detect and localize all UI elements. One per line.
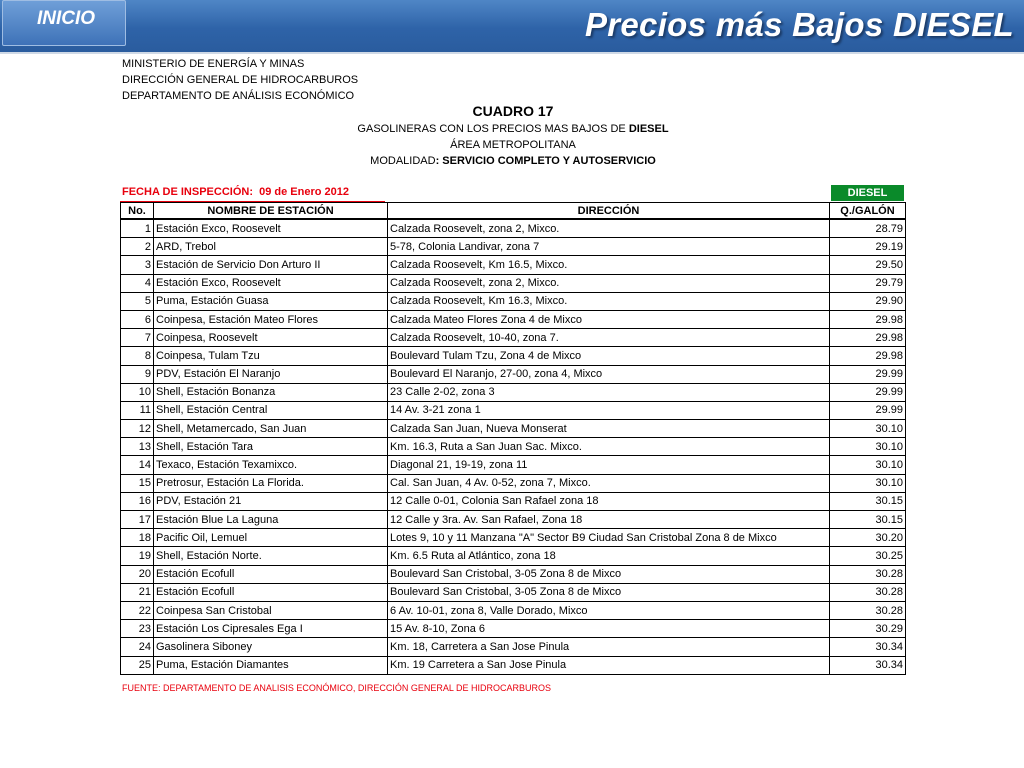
table-header-row	[121, 203, 906, 220]
prices-table	[120, 202, 906, 675]
cell-price: 29.99	[830, 401, 906, 419]
cell-price: 28.79	[830, 219, 906, 238]
inicio-button[interactable]: INICIO	[2, 0, 126, 46]
cell-no: 20	[121, 565, 154, 583]
cell-no: 15	[121, 474, 154, 492]
cell-address: Km. 19 Carretera a San Jose Pinula	[388, 656, 830, 674]
fecha-value: 09 de Enero 2012	[259, 186, 350, 198]
table-row	[121, 529, 906, 547]
column-header-direccion: DIRECCIÓN	[388, 203, 830, 220]
cell-no: 24	[121, 638, 154, 656]
table-row	[121, 456, 906, 474]
cell-address: Calzada Roosevelt, Km 16.5, Mixco.	[388, 256, 830, 274]
cell-station-name: Shell, Estación Norte.	[154, 547, 388, 565]
cell-station-name: Estación Ecofull	[154, 565, 388, 583]
cell-station-name: Shell, Metamercado, San Juan	[154, 420, 388, 438]
cell-station-name: Coinpesa, Estación Mateo Flores	[154, 310, 388, 328]
table-row	[121, 401, 906, 419]
table-row	[121, 310, 906, 328]
cell-price: 29.50	[830, 256, 906, 274]
cell-no: 23	[121, 620, 154, 638]
cell-no: 3	[121, 256, 154, 274]
cell-station-name: Coinpesa, Tulam Tzu	[154, 347, 388, 365]
cell-address: Boulevard Tulam Tzu, Zona 4 de Mixco	[388, 347, 830, 365]
cell-station-name: Estación Exco, Roosevelt	[154, 274, 388, 292]
cell-no: 12	[121, 420, 154, 438]
cell-address: 12 Calle y 3ra. Av. San Rafael, Zona 18	[388, 511, 830, 529]
cell-address: Km. 16.3, Ruta a San Juan Sac. Mixco.	[388, 438, 830, 456]
table-row	[121, 511, 906, 529]
subtitle-fuel: DIESEL	[628, 123, 669, 135]
table-row	[121, 438, 906, 456]
cell-address: Boulevard San Cristobal, 3-05 Zona 8 de Mixco	[388, 583, 830, 601]
table-row	[121, 219, 906, 238]
cell-no: 11	[121, 401, 154, 419]
cell-no: 17	[121, 511, 154, 529]
column-header-precio: Q./GALÓN	[830, 203, 906, 220]
cell-price: 30.34	[830, 656, 906, 674]
table-row	[121, 292, 906, 310]
cell-price: 29.19	[830, 238, 906, 256]
cell-price: 30.15	[830, 492, 906, 510]
cell-station-name: Puma, Estación Guasa	[154, 292, 388, 310]
cell-price: 30.28	[830, 565, 906, 583]
cell-address: Cal. San Juan, 4 Av. 0-52, zona 7, Mixco.	[388, 474, 830, 492]
cell-address: Diagonal 21, 19-19, zona 11	[388, 456, 830, 474]
modalidad-value: SERVICIO COMPLETO Y AUTOSERVICIO	[442, 155, 656, 167]
cell-price: 29.98	[830, 310, 906, 328]
org-line-direction: DIRECCIÓN GENERAL DE HIDROCARBUROS	[122, 74, 359, 86]
cell-price: 30.28	[830, 583, 906, 601]
table-row	[121, 365, 906, 383]
subtitle-prefix: GASOLINERAS CON LOS PRECIOS MAS BAJOS DE	[357, 123, 629, 135]
table-row	[121, 620, 906, 638]
cell-no: 19	[121, 547, 154, 565]
cell-station-name: Estación Exco, Roosevelt	[154, 219, 388, 238]
table-row	[121, 583, 906, 601]
cell-no: 14	[121, 456, 154, 474]
cell-price: 30.10	[830, 438, 906, 456]
report-modalidad: MODALIDAD: SERVICIO COMPLETO Y AUTOSERVICIO	[370, 155, 656, 167]
cell-station-name: Shell, Estación Tara	[154, 438, 388, 456]
table-row	[121, 474, 906, 492]
cell-station-name: Texaco, Estación Texamixco.	[154, 456, 388, 474]
cell-address: 14 Av. 3-21 zona 1	[388, 401, 830, 419]
table-row	[121, 347, 906, 365]
cell-station-name: Shell, Estación Central	[154, 401, 388, 419]
cell-price: 30.10	[830, 474, 906, 492]
cell-address: Boulevard San Cristobal, 3-05 Zona 8 de Mixco	[388, 565, 830, 583]
cell-station-name: Estación Blue La Laguna	[154, 511, 388, 529]
cell-no: 6	[121, 310, 154, 328]
fuel-type-badge: DIESEL	[831, 185, 904, 201]
cell-no: 22	[121, 601, 154, 619]
top-banner	[0, 0, 1024, 54]
cell-station-name: Coinpesa San Cristobal	[154, 601, 388, 619]
table-row	[121, 656, 906, 674]
cell-price: 30.10	[830, 456, 906, 474]
cell-no: 9	[121, 365, 154, 383]
report-subtitle	[122, 123, 904, 135]
table-row	[121, 420, 906, 438]
column-header-no: No.	[121, 203, 154, 220]
cell-address: Km. 6.5 Ruta al Atlántico, zona 18	[388, 547, 830, 565]
cell-price: 29.98	[830, 347, 906, 365]
cell-no: 21	[121, 583, 154, 601]
cell-station-name: Estación Ecofull	[154, 583, 388, 601]
table-row	[121, 383, 906, 401]
cell-station-name: Estación de Servicio Don Arturo II	[154, 256, 388, 274]
inspection-date	[122, 186, 349, 198]
table-row	[121, 238, 906, 256]
cell-address: 6 Av. 10-01, zona 8, Valle Dorado, Mixco	[388, 601, 830, 619]
cell-price: 30.20	[830, 529, 906, 547]
cell-station-name: Pacific Oil, Lemuel	[154, 529, 388, 547]
cell-address: Calzada Roosevelt, zona 2, Mixco.	[388, 219, 830, 238]
org-line-department: DEPARTAMENTO DE ANÁLISIS ECONÓMICO	[122, 90, 355, 102]
cell-address: Calzada Roosevelt, Km 16.3, Mixco.	[388, 292, 830, 310]
report-area: ÁREA METROPOLITANA	[450, 139, 576, 151]
cell-station-name: Shell, Estación Bonanza	[154, 383, 388, 401]
cell-no: 8	[121, 347, 154, 365]
cell-address: Lotes 9, 10 y 11 Manzana "A" Sector B9 Ciudad San Cristobal Zona 8 de Mixco	[388, 529, 830, 547]
cell-price: 29.99	[830, 383, 906, 401]
cell-price: 30.34	[830, 638, 906, 656]
cell-price: 29.90	[830, 292, 906, 310]
table-row	[121, 547, 906, 565]
cell-address: Km. 18, Carretera a San Jose Pinula	[388, 638, 830, 656]
cell-station-name: Coinpesa, Roosevelt	[154, 329, 388, 347]
cell-address: Boulevard El Naranjo, 27-00, zona 4, Mixco	[388, 365, 830, 383]
cell-no: 7	[121, 329, 154, 347]
page-title: Precios más Bajos DIESEL	[584, 6, 1014, 43]
cell-address: Calzada Roosevelt, 10-40, zona 7.	[388, 329, 830, 347]
cuadro-title: CUADRO 17	[472, 103, 554, 119]
cell-address: 5-78, Colonia Landivar, zona 7	[388, 238, 830, 256]
table-row	[121, 601, 906, 619]
cell-no: 16	[121, 492, 154, 510]
modalidad-label: MODALIDAD	[370, 155, 436, 167]
cell-station-name: Pretrosur, Estación La Florida.	[154, 474, 388, 492]
cell-no: 13	[121, 438, 154, 456]
source-note: FUENTE: DEPARTAMENTO DE ANALISIS ECONÓMICO, DIRECCIÓN GENERAL DE HIDROCARBUROS	[122, 683, 552, 693]
cell-price: 29.79	[830, 274, 906, 292]
cell-address: Calzada Roosevelt, zona 2, Mixco.	[388, 274, 830, 292]
cell-station-name: Estación Los Cipresales Ega I	[154, 620, 388, 638]
cell-no: 5	[121, 292, 154, 310]
cell-station-name: Puma, Estación Diamantes	[154, 656, 388, 674]
cell-address: Calzada Mateo Flores Zona 4 de Mixco	[388, 310, 830, 328]
fecha-label: FECHA DE INSPECCIÓN:	[122, 186, 253, 198]
cell-price: 30.10	[830, 420, 906, 438]
table-row	[121, 274, 906, 292]
cell-no: 1	[121, 219, 154, 238]
cell-address: 23 Calle 2-02, zona 3	[388, 383, 830, 401]
cell-station-name: PDV, Estación 21	[154, 492, 388, 510]
org-line-ministry: MINISTERIO DE ENERGÍA Y MINAS	[122, 58, 305, 70]
organization-header	[122, 56, 358, 104]
cell-price: 30.29	[830, 620, 906, 638]
table-row	[121, 492, 906, 510]
column-header-nombre: NOMBRE DE ESTACIÓN	[154, 203, 388, 220]
cell-no: 25	[121, 656, 154, 674]
table-row	[121, 329, 906, 347]
cell-station-name: Gasolinera Siboney	[154, 638, 388, 656]
cell-price: 30.28	[830, 601, 906, 619]
cell-address: 12 Calle 0-01, Colonia San Rafael zona 18	[388, 492, 830, 510]
cell-no: 4	[121, 274, 154, 292]
cell-no: 18	[121, 529, 154, 547]
cell-price: 29.99	[830, 365, 906, 383]
cell-station-name: ARD, Trebol	[154, 238, 388, 256]
cell-price: 30.15	[830, 511, 906, 529]
cell-price: 29.98	[830, 329, 906, 347]
cell-station-name: PDV, Estación El Naranjo	[154, 365, 388, 383]
table-row	[121, 256, 906, 274]
table-row	[121, 565, 906, 583]
cell-no: 2	[121, 238, 154, 256]
table-row	[121, 638, 906, 656]
cell-no: 10	[121, 383, 154, 401]
cell-price: 30.25	[830, 547, 906, 565]
cell-address: Calzada San Juan, Nueva Monserat	[388, 420, 830, 438]
cell-address: 15 Av. 8-10, Zona 6	[388, 620, 830, 638]
